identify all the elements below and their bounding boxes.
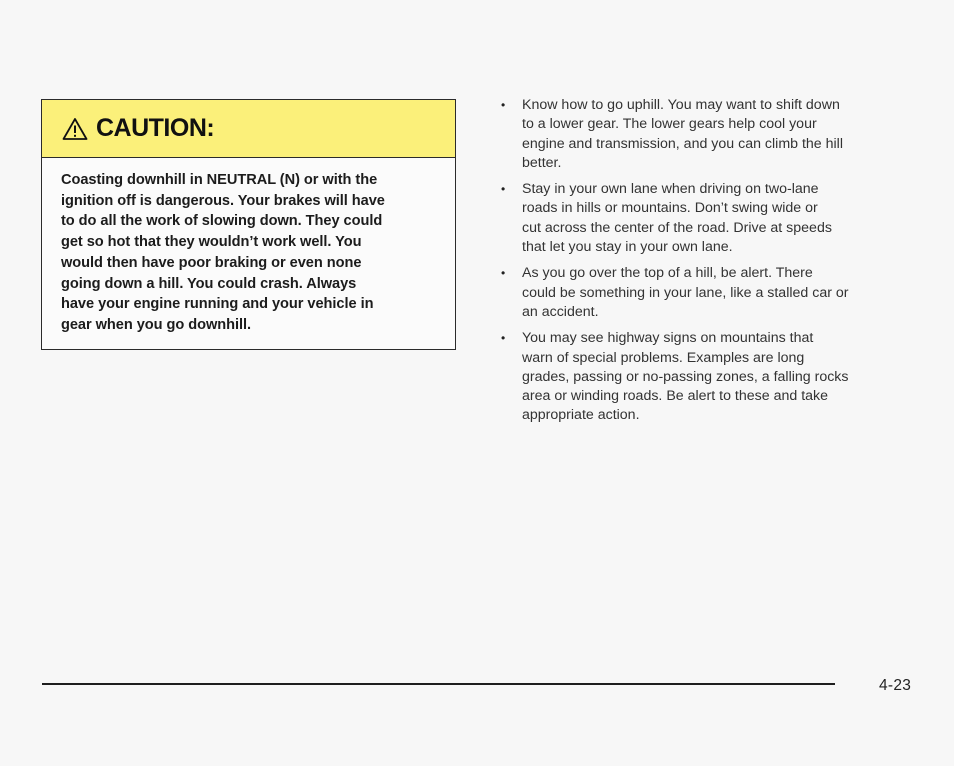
caution-line: Coasting downhill in NEUTRAL (N) or with the bbox=[61, 172, 378, 188]
bullet-line: engine and transmission, and you can climb the hill bbox=[522, 135, 843, 152]
page-number: 4-23 bbox=[879, 677, 912, 694]
bullet-item-own-lane bbox=[498, 180, 928, 257]
bullet-item-uphill bbox=[498, 96, 928, 173]
bullet-line: an accident. bbox=[522, 303, 599, 320]
bullet-line: appropriate action. bbox=[522, 407, 640, 424]
bullet-line: You may see highway signs on mountains that bbox=[522, 330, 814, 347]
caution-line: have your engine running and your vehicle in bbox=[61, 296, 374, 313]
bullet-line: grades, passing or no-passing zones, a falling rocks bbox=[522, 368, 849, 385]
bullet-line: roads in hills or mountains. Don’t swing wide or bbox=[522, 200, 818, 217]
caution-line: would then have poor braking or even none bbox=[61, 254, 362, 271]
bullet-list bbox=[498, 96, 928, 433]
caution-line: ignition off is dangerous. Your brakes will have bbox=[61, 192, 385, 209]
bullet-line: could be something in your lane, like a stalled car or bbox=[522, 284, 849, 301]
caution-line: to do all the work of slowing down. They could bbox=[61, 213, 383, 230]
bullet-line: that let you stay in your own lane. bbox=[522, 239, 733, 256]
bullet-line: Know how to go uphill. You may want to shift down bbox=[522, 97, 840, 113]
bullet-line: better. bbox=[522, 154, 562, 171]
bullet-line: area or winding roads. Be alert to these and take bbox=[522, 388, 829, 405]
bullet-line: Stay in your own lane when driving on two-lane bbox=[522, 181, 819, 198]
bullet-line: to a lower gear. The lower gears help cool your bbox=[522, 116, 817, 133]
bullet-marker: • bbox=[501, 182, 506, 197]
caution-line: gear when you go downhill. bbox=[61, 316, 252, 333]
bullet-item-highway-signs bbox=[498, 329, 928, 425]
bullet-marker: • bbox=[501, 266, 506, 281]
footer-divider bbox=[42, 683, 835, 685]
bullet-marker: • bbox=[501, 98, 506, 112]
bullet-item-hilltop bbox=[498, 264, 928, 322]
bullet-line: As you go over the top of a hill, be alert. There bbox=[522, 265, 813, 282]
caution-text bbox=[42, 158, 455, 336]
bullet-line: cut across the center of the road. Drive at speeds bbox=[522, 219, 832, 236]
caution-header bbox=[42, 100, 455, 158]
warning-triangle-icon bbox=[62, 117, 88, 141]
bullet-line: warn of special problems. Examples are long bbox=[522, 349, 805, 366]
caution-line: going down a hill. You could crash. Always bbox=[61, 275, 357, 292]
bullet-marker: • bbox=[501, 331, 506, 346]
caution-title: CAUTION: bbox=[96, 114, 215, 142]
caution-line: get so hot that they wouldn’t work well. You bbox=[61, 234, 362, 251]
caution-box bbox=[41, 99, 456, 350]
